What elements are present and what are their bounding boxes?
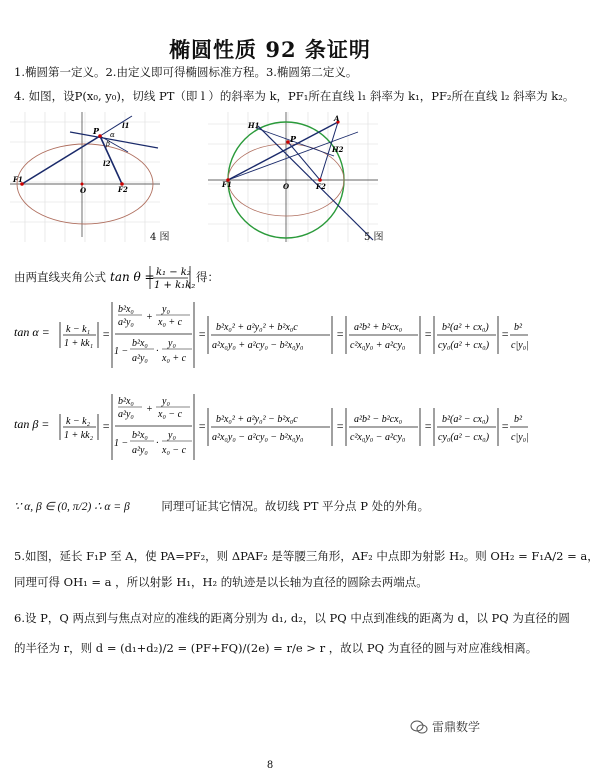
svg-text:k − k₁: k − k₁ — [66, 324, 91, 335]
label-beta: β — [106, 140, 111, 148]
svg-text:=: = — [336, 327, 345, 341]
label5-O: O — [283, 182, 290, 191]
svg-text:b²x₀² + a²y₀² + b²x₀c: b²x₀² + a²y₀² + b²x₀c — [216, 322, 298, 333]
svg-text:b²(a² + cx₀): b²(a² + cx₀) — [442, 322, 489, 333]
item-5-line-a: 5.如图，延长 F₁P 至 A，使 PA=PF₂，则 ΔPAF₂ 是等腰三角形，AF₂ 中点即为射影 H₂。则 OH₂ = F₁A/2 = a， — [14, 549, 599, 563]
svg-text:1 + kk₁: 1 + kk₁ — [64, 338, 94, 349]
svg-text:=: = — [198, 327, 207, 341]
svg-text:b²(a² − cx₀): b²(a² − cx₀) — [442, 414, 489, 425]
label5-F1: F1 — [222, 180, 232, 189]
label-F1: F1 — [13, 175, 23, 184]
svg-text:b²x₀: b²x₀ — [118, 396, 134, 407]
svg-text:b²x₀: b²x₀ — [118, 304, 134, 315]
svg-text:b²: b² — [514, 414, 522, 425]
label5-F2: F2 — [316, 182, 326, 191]
svg-text:·: · — [156, 438, 159, 449]
svg-text:y₀: y₀ — [162, 304, 170, 315]
label-alpha: α — [110, 131, 115, 139]
label5-H1: H1 — [248, 121, 260, 130]
svg-text:x₀ − c: x₀ − c — [158, 409, 183, 420]
svg-text:1 −: 1 − — [114, 346, 129, 357]
item-4-intro — [14, 88, 574, 104]
watermark-text: 雷鼎数学 — [432, 720, 481, 734]
figure-4 — [10, 112, 160, 242]
svg-text:x₀ − c: x₀ − c — [162, 445, 187, 456]
svg-text:b²: b² — [514, 322, 522, 333]
angle-formula-line — [14, 262, 219, 292]
page-title: 椭圆性质 92 条证明 — [169, 37, 371, 62]
svg-text:x₀ + c: x₀ + c — [162, 353, 187, 364]
svg-text:+: + — [146, 312, 153, 323]
svg-text:cy₀(a² + cx₀): cy₀(a² + cx₀) — [438, 340, 490, 351]
conclusion-line — [14, 498, 429, 514]
svg-text:a²y₀: a²y₀ — [132, 445, 148, 456]
tan-beta-label: tan β = — [14, 417, 50, 431]
angle-formula — [108, 262, 194, 292]
svg-text:a²y₀: a²y₀ — [118, 409, 134, 420]
svg-text:y₀: y₀ — [168, 338, 176, 349]
wechat-icon — [410, 720, 428, 734]
label5-P: P — [290, 134, 297, 144]
svg-text:=: = — [336, 419, 345, 433]
svg-text:b²x₀: b²x₀ — [132, 430, 148, 441]
svg-text:a²y₀: a²y₀ — [118, 317, 134, 328]
svg-text:1 −: 1 − — [114, 438, 129, 449]
tan-alpha-label: tan α = — [14, 325, 50, 339]
svg-text:=: = — [198, 419, 207, 433]
item-5-line-b: 同理可得 OH₁ = a ，所以射影 H₁，H₂ 的轨迹是以长轴为直径的圆除去两端点。 — [14, 575, 428, 589]
svg-text:c²x₀y₀ − a²cy₀: c²x₀y₀ − a²cy₀ — [350, 432, 406, 443]
svg-text:a²b² + b²cx₀: a²b² + b²cx₀ — [354, 322, 403, 333]
item-6-line-a: 6.设 P，Q 两点到与焦点对应的准线的距离分别为 d₁, d₂，以 PQ 中点到准线的距离为 d，以 PQ 为直径的圆 — [14, 611, 570, 625]
svg-text:·: · — [156, 346, 159, 357]
svg-text:1 + k₁k₂: 1 + k₁k₂ — [154, 280, 196, 291]
item-4-prefix: 4. 如图，设 — [14, 89, 75, 103]
conclusion-math: ∵ α, β ∈ (0, π/2) ∴ α = β — [14, 501, 130, 513]
svg-text:b²x₀: b²x₀ — [132, 338, 148, 349]
tan-beta-derivation — [14, 390, 529, 462]
watermark — [410, 718, 480, 735]
figure-5-caption: 5 图 — [364, 232, 384, 243]
svg-text:a²x₀y₀ + a²cy₀ − b²x₀y₀: a²x₀y₀ + a²cy₀ − b²x₀y₀ — [212, 340, 304, 351]
label-l2: l2 — [103, 159, 111, 168]
svg-text:a²y₀: a²y₀ — [132, 353, 148, 364]
svg-text:x₀ + c: x₀ + c — [158, 317, 183, 328]
item-4-text: P(x₀, y₀)，切线 PT（即 l ）的斜率为 k，PF₁所在直线 l₁ 斜率为 k₁，PF₂所在直线 l₂ 斜率为 k₂。 — [74, 89, 575, 103]
label-O: O — [80, 186, 87, 195]
page-number: 8 — [266, 760, 274, 771]
label-l1: l1 — [122, 121, 130, 130]
angle-formula-prefix: 由两直线夹角公式 — [14, 270, 106, 284]
svg-text:=: = — [501, 327, 510, 341]
item-6-line-b: 的半径为 r，则 d = (d₁+d₂)/2 = (PF+FQ)/(2e) = r/e > r ，故以 PQ 为直径的圆与对应准线相离。 — [14, 641, 538, 655]
label5-A: A — [334, 114, 340, 123]
item-1-3: 1.椭圆第一定义。2.由定义即可得椭圆标准方程。3.椭圆第二定义。 — [14, 65, 358, 79]
svg-text:=: = — [501, 419, 510, 433]
svg-text:y₀: y₀ — [168, 430, 176, 441]
label5-H2: H2 — [332, 145, 344, 154]
figure-4-caption: 4 图 — [150, 232, 170, 243]
tan-alpha-derivation — [14, 298, 529, 370]
conclusion-text: 同理可证其它情况。故切线 PT 平分点 P 处的外角。 — [161, 499, 430, 513]
svg-text:c|y₀|: c|y₀| — [511, 432, 529, 443]
svg-text:1 + kk₂: 1 + kk₂ — [64, 430, 94, 441]
svg-text:a²b² − b²cx₀: a²b² − b²cx₀ — [354, 414, 403, 425]
svg-text:k₁ − k₂: k₁ − k₂ — [156, 267, 191, 278]
svg-text:c|y₀|: c|y₀| — [511, 340, 529, 351]
angle-formula-suffix: 得： — [196, 270, 219, 284]
figure-5 — [208, 112, 378, 242]
label-P: P — [93, 126, 100, 136]
svg-text:+: + — [146, 404, 153, 415]
svg-text:=: = — [424, 327, 433, 341]
svg-text:b²x₀² + a²y₀² − b²x₀c: b²x₀² + a²y₀² − b²x₀c — [216, 414, 298, 425]
svg-text:=: = — [102, 327, 111, 341]
svg-text:=: = — [102, 419, 111, 433]
svg-text:c²x₀y₀ + a²cy₀: c²x₀y₀ + a²cy₀ — [350, 340, 406, 351]
svg-text:a²x₀y₀ − a²cy₀ − b²x₀y₀: a²x₀y₀ − a²cy₀ − b²x₀y₀ — [212, 432, 304, 443]
label-F2: F2 — [118, 185, 128, 194]
svg-text:cy₀(a² − cx₀): cy₀(a² − cx₀) — [438, 432, 490, 443]
svg-text:tan θ =: tan θ = — [110, 270, 155, 284]
svg-text:y₀: y₀ — [162, 396, 170, 407]
svg-text:=: = — [424, 419, 433, 433]
svg-text:k − k₂: k − k₂ — [66, 416, 91, 427]
